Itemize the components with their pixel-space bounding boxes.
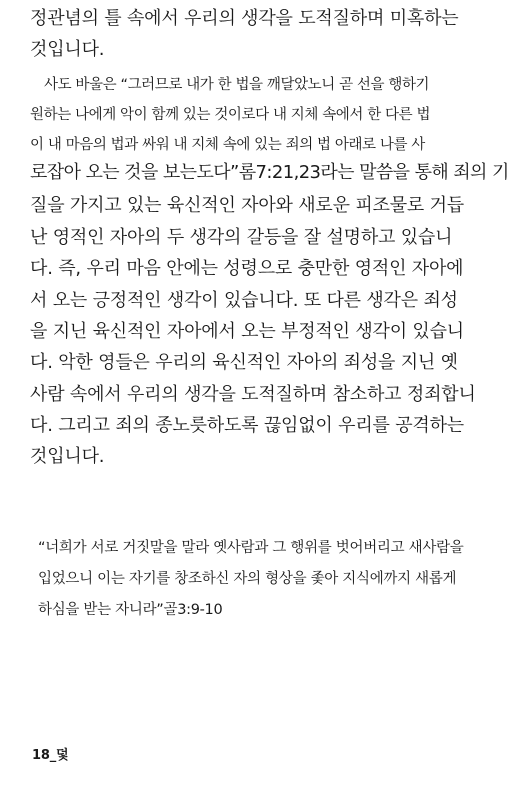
quote-line: “너희가 서로 거짓말을 말라 옛사람과 그 행위를 벗어버리고 새사람을 xyxy=(38,540,464,556)
text-line: 다. 즉, 우리 마음 안에는 성령으로 충만한 영적인 자아에 xyxy=(30,258,464,279)
text-line: 것입니다. xyxy=(30,39,105,60)
text-line: 것입니다. xyxy=(30,446,105,467)
text-line: 서 오는 긍정적인 생각이 있습니다. 또 다른 생각은 죄성 xyxy=(30,290,458,311)
text-line: 정관념의 틀 속에서 우리의 생각을 도적질하며 미혹하는 xyxy=(30,8,459,29)
text-line: 질을 가지고 있는 육신적인 자아와 새로운 피조물로 거듭 xyxy=(30,195,464,216)
text-line: 다. 악한 영들은 우리의 육신적인 자아의 죄성을 지닌 옛 xyxy=(30,352,458,373)
text-line: 사도 바울은 “그러므로 내가 한 법을 깨달았노니 곧 선을 행하기 xyxy=(44,77,430,93)
quote-line: 하심을 받는 자니라”골3:9-10 xyxy=(38,602,223,618)
text-line: 이 내 마음의 법과 싸워 내 지체 속에 있는 죄의 법 아래로 나를 사 xyxy=(30,137,425,153)
text-line: 을 지닌 육신적인 자아에서 오는 부정적인 생각이 있습니 xyxy=(30,321,464,342)
text-line: 다. 그리고 죄의 종노릇하도록 끊임없이 우리를 공격하는 xyxy=(30,415,464,436)
text-line: 사람 속에서 우리의 생각을 도적질하며 참소하고 정죄합니 xyxy=(30,384,476,405)
text-line: 원하는 나에게 악이 함께 있는 것이로다 내 지체 속에서 한 다른 법 xyxy=(30,107,431,123)
text-line: 로잡아 오는 것을 보는도다”롬7:21,23라는 말씀을 통해 죄의 기 xyxy=(30,162,509,183)
text-line: 난 영적인 자아의 두 생각의 갈등을 잘 설명하고 있습니 xyxy=(30,227,453,248)
page-number: 18_덫 xyxy=(32,748,69,763)
quote-line: 입었으니 이는 자기를 창조하신 자의 형상을 좇아 지식에까지 새롭게 xyxy=(38,571,457,587)
